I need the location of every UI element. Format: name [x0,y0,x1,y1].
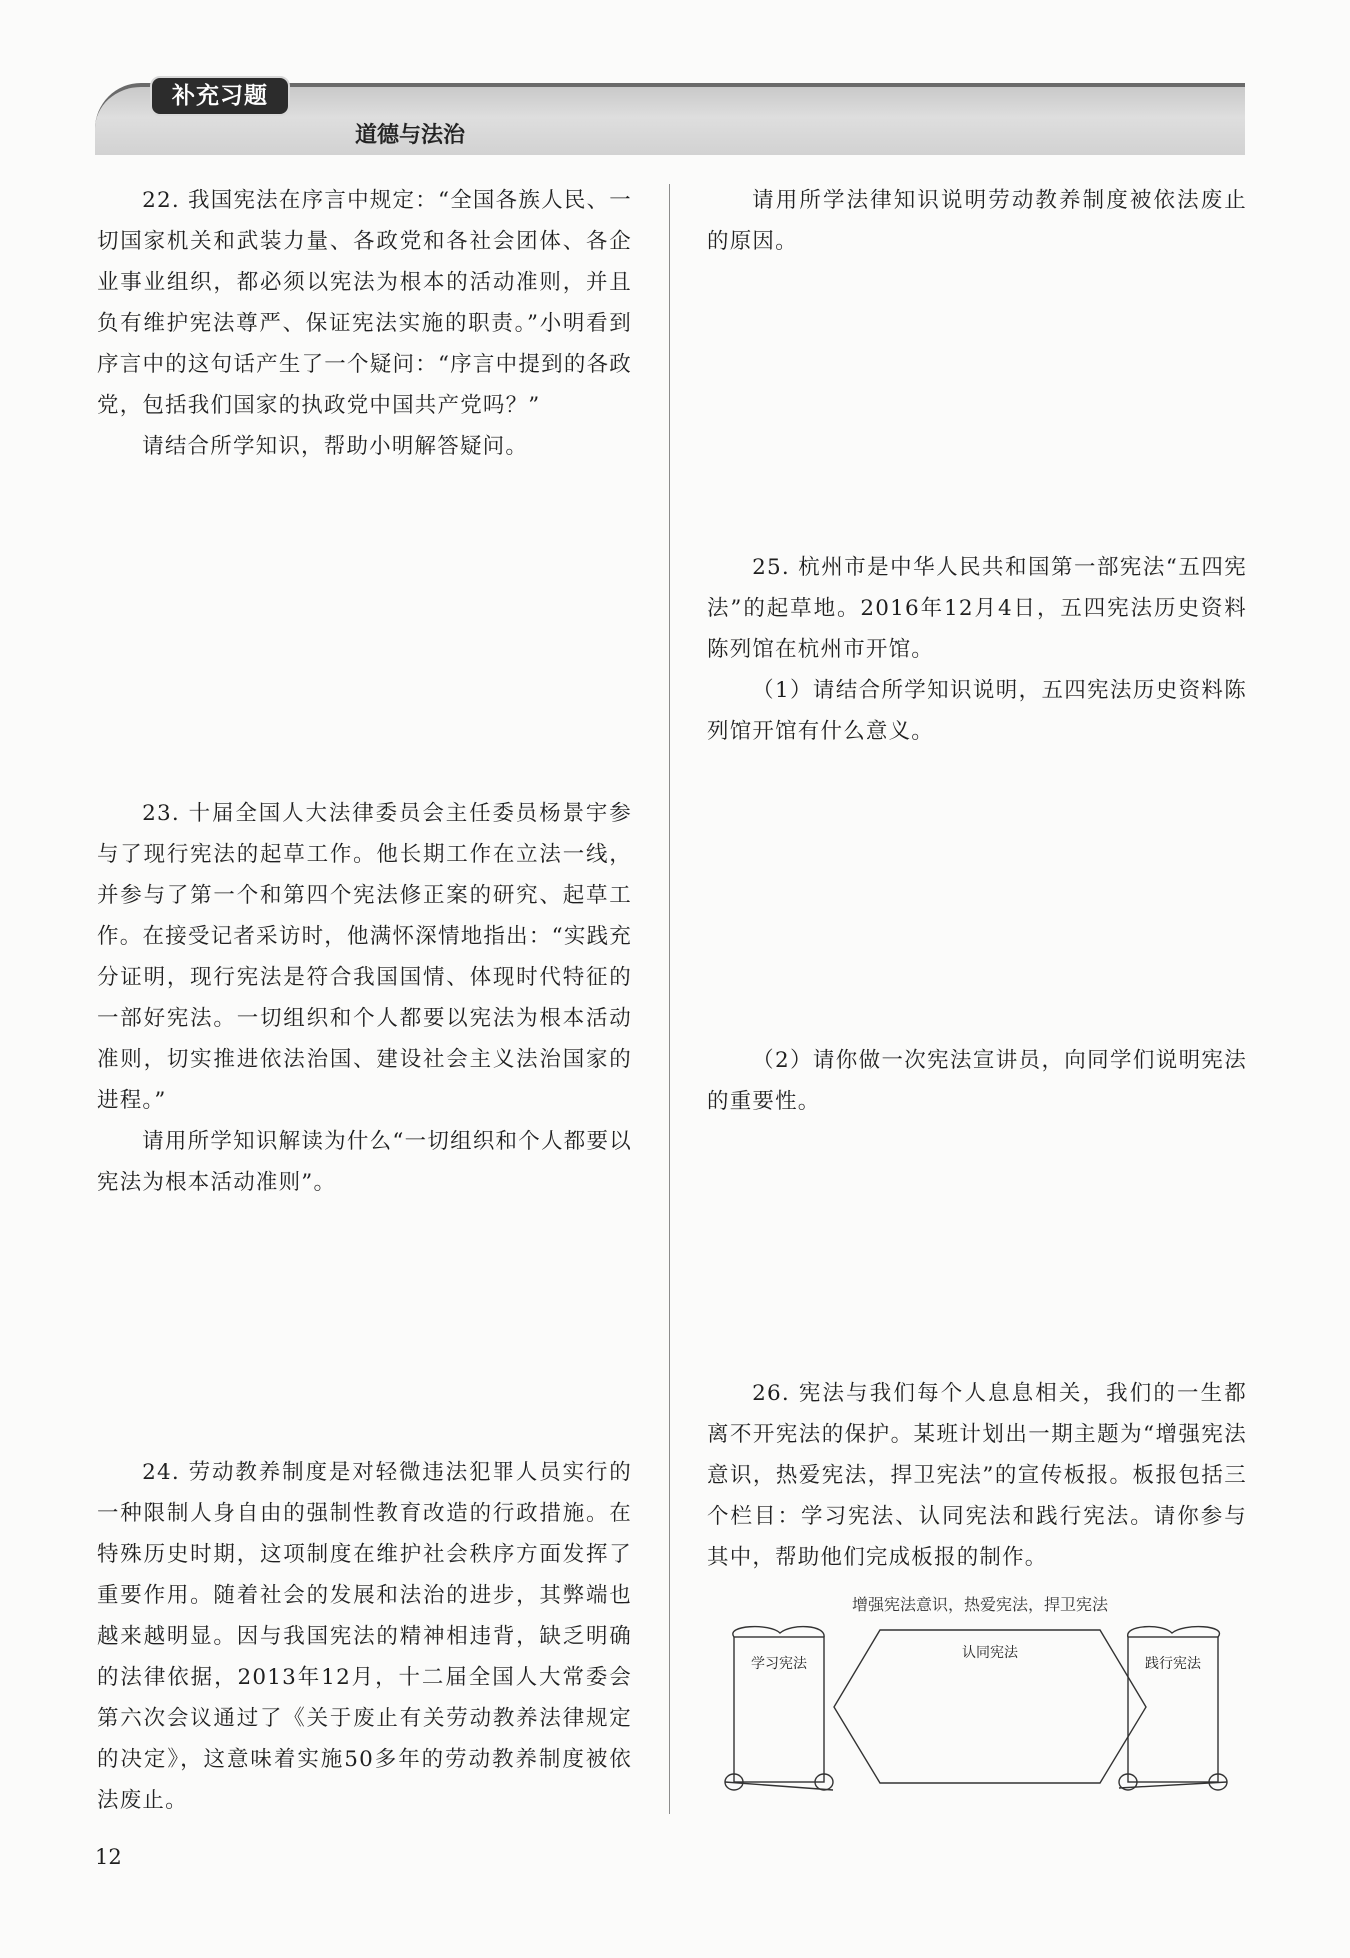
question-22-stem: 22. 我国宪法在序言中规定：“全国各族人民、一切国家机关和武装力量、各政党和各社会团体、各企业事业组织，都必须以宪法为根本的活动准则，并且负有维护宪法尊严、保证宪法实施的职责。”小明看到序言中的这句话产生了一个疑问：“序言中提到的各政党，包括我们国家的执政党中国共产党吗？” [97,188,632,418]
question-23 [97,793,632,1203]
question-26 [707,1373,1247,1578]
column-divider [669,184,670,1814]
question-25 [707,547,1247,752]
question-24-ask: 请用所学法律知识说明劳动教养制度被依法废止的原因。 [707,188,1247,254]
board-title: 增强宪法意识，热爱宪法，捍卫宪法 [851,1595,1109,1614]
section-badge: 补充习题 [150,76,290,116]
question-24 [97,1452,632,1821]
question-25-sub1: （1）请结合所学知识说明，五四宪法历史资料陈列馆开馆有什么意义。 [707,678,1247,744]
scroll-right [1119,1627,1227,1790]
board-right-label: 践行宪法 [1145,1656,1201,1672]
board-center-label: 认同宪法 [962,1645,1018,1661]
question-25-sub2: （2）请你做一次宪法宣讲员，向同学们说明宪法的重要性。 [707,1048,1247,1114]
question-24-continued [707,180,1247,262]
question-26-stem: 26. 宪法与我们每个人息息相关，我们的一生都离不开宪法的保护。某班计划出一期主题为“增强宪法意识，热爱宪法，捍卫宪法”的宣传板报。板报包括三个栏目：学习宪法、认同宪法和践行宪法。请你参与其中，帮助他们完成板报的制作。 [707,1381,1247,1570]
scroll-left [725,1627,833,1790]
question-23-stem: 23. 十届全国人大法律委员会主任委员杨景宇参与了现行宪法的起草工作。他长期工作在立法一线，并参与了第一个和第四个宪法修正案的研究、起草工作。在接受记者采访时，他满怀深情地指出：“实践充分证明，现行宪法是符合我国国情、体现时代特征的一部好宪法。一切组织和个人都要以宪法为根本活动准则，切实推进依法治国、建设社会主义法治国家的进程。” [97,801,632,1113]
board-illustration [700,1585,1240,1800]
subject-title: 道德与法治 [355,123,466,148]
question-25-part2 [707,1040,1247,1122]
question-22 [97,180,632,467]
question-23-ask: 请用所学知识解读为什么“一切组织和个人都要以宪法为根本活动准则”。 [97,1129,632,1195]
question-25-stem: 25. 杭州市是中华人民共和国第一部宪法“五四宪法”的起草地。2016年12月4日，五四宪法历史资料陈列馆在杭州市开馆。 [707,555,1247,662]
question-22-ask: 请结合所学知识，帮助小明解答疑问。 [142,434,529,459]
question-24-stem: 24. 劳动教养制度是对轻微违法犯罪人员实行的一种限制人身自由的强制性教育改造的行政措施。在特殊历史时期，这项制度在维护社会秩序方面发挥了重要作用。随着社会的发展和法治的进步，其弊端也越来越明显。因与我国宪法的精神相违背，缺乏明确的法律依据，2013年12月，十二届全国人大常委会第六次会议通过了《关于废止有关劳动教养法律规定的决定》，这意味着实施50多年的劳动教养制度被依法废止。 [97,1460,632,1813]
page-number: 12 [95,1845,122,1869]
board-left-label: 学习宪法 [751,1656,807,1672]
